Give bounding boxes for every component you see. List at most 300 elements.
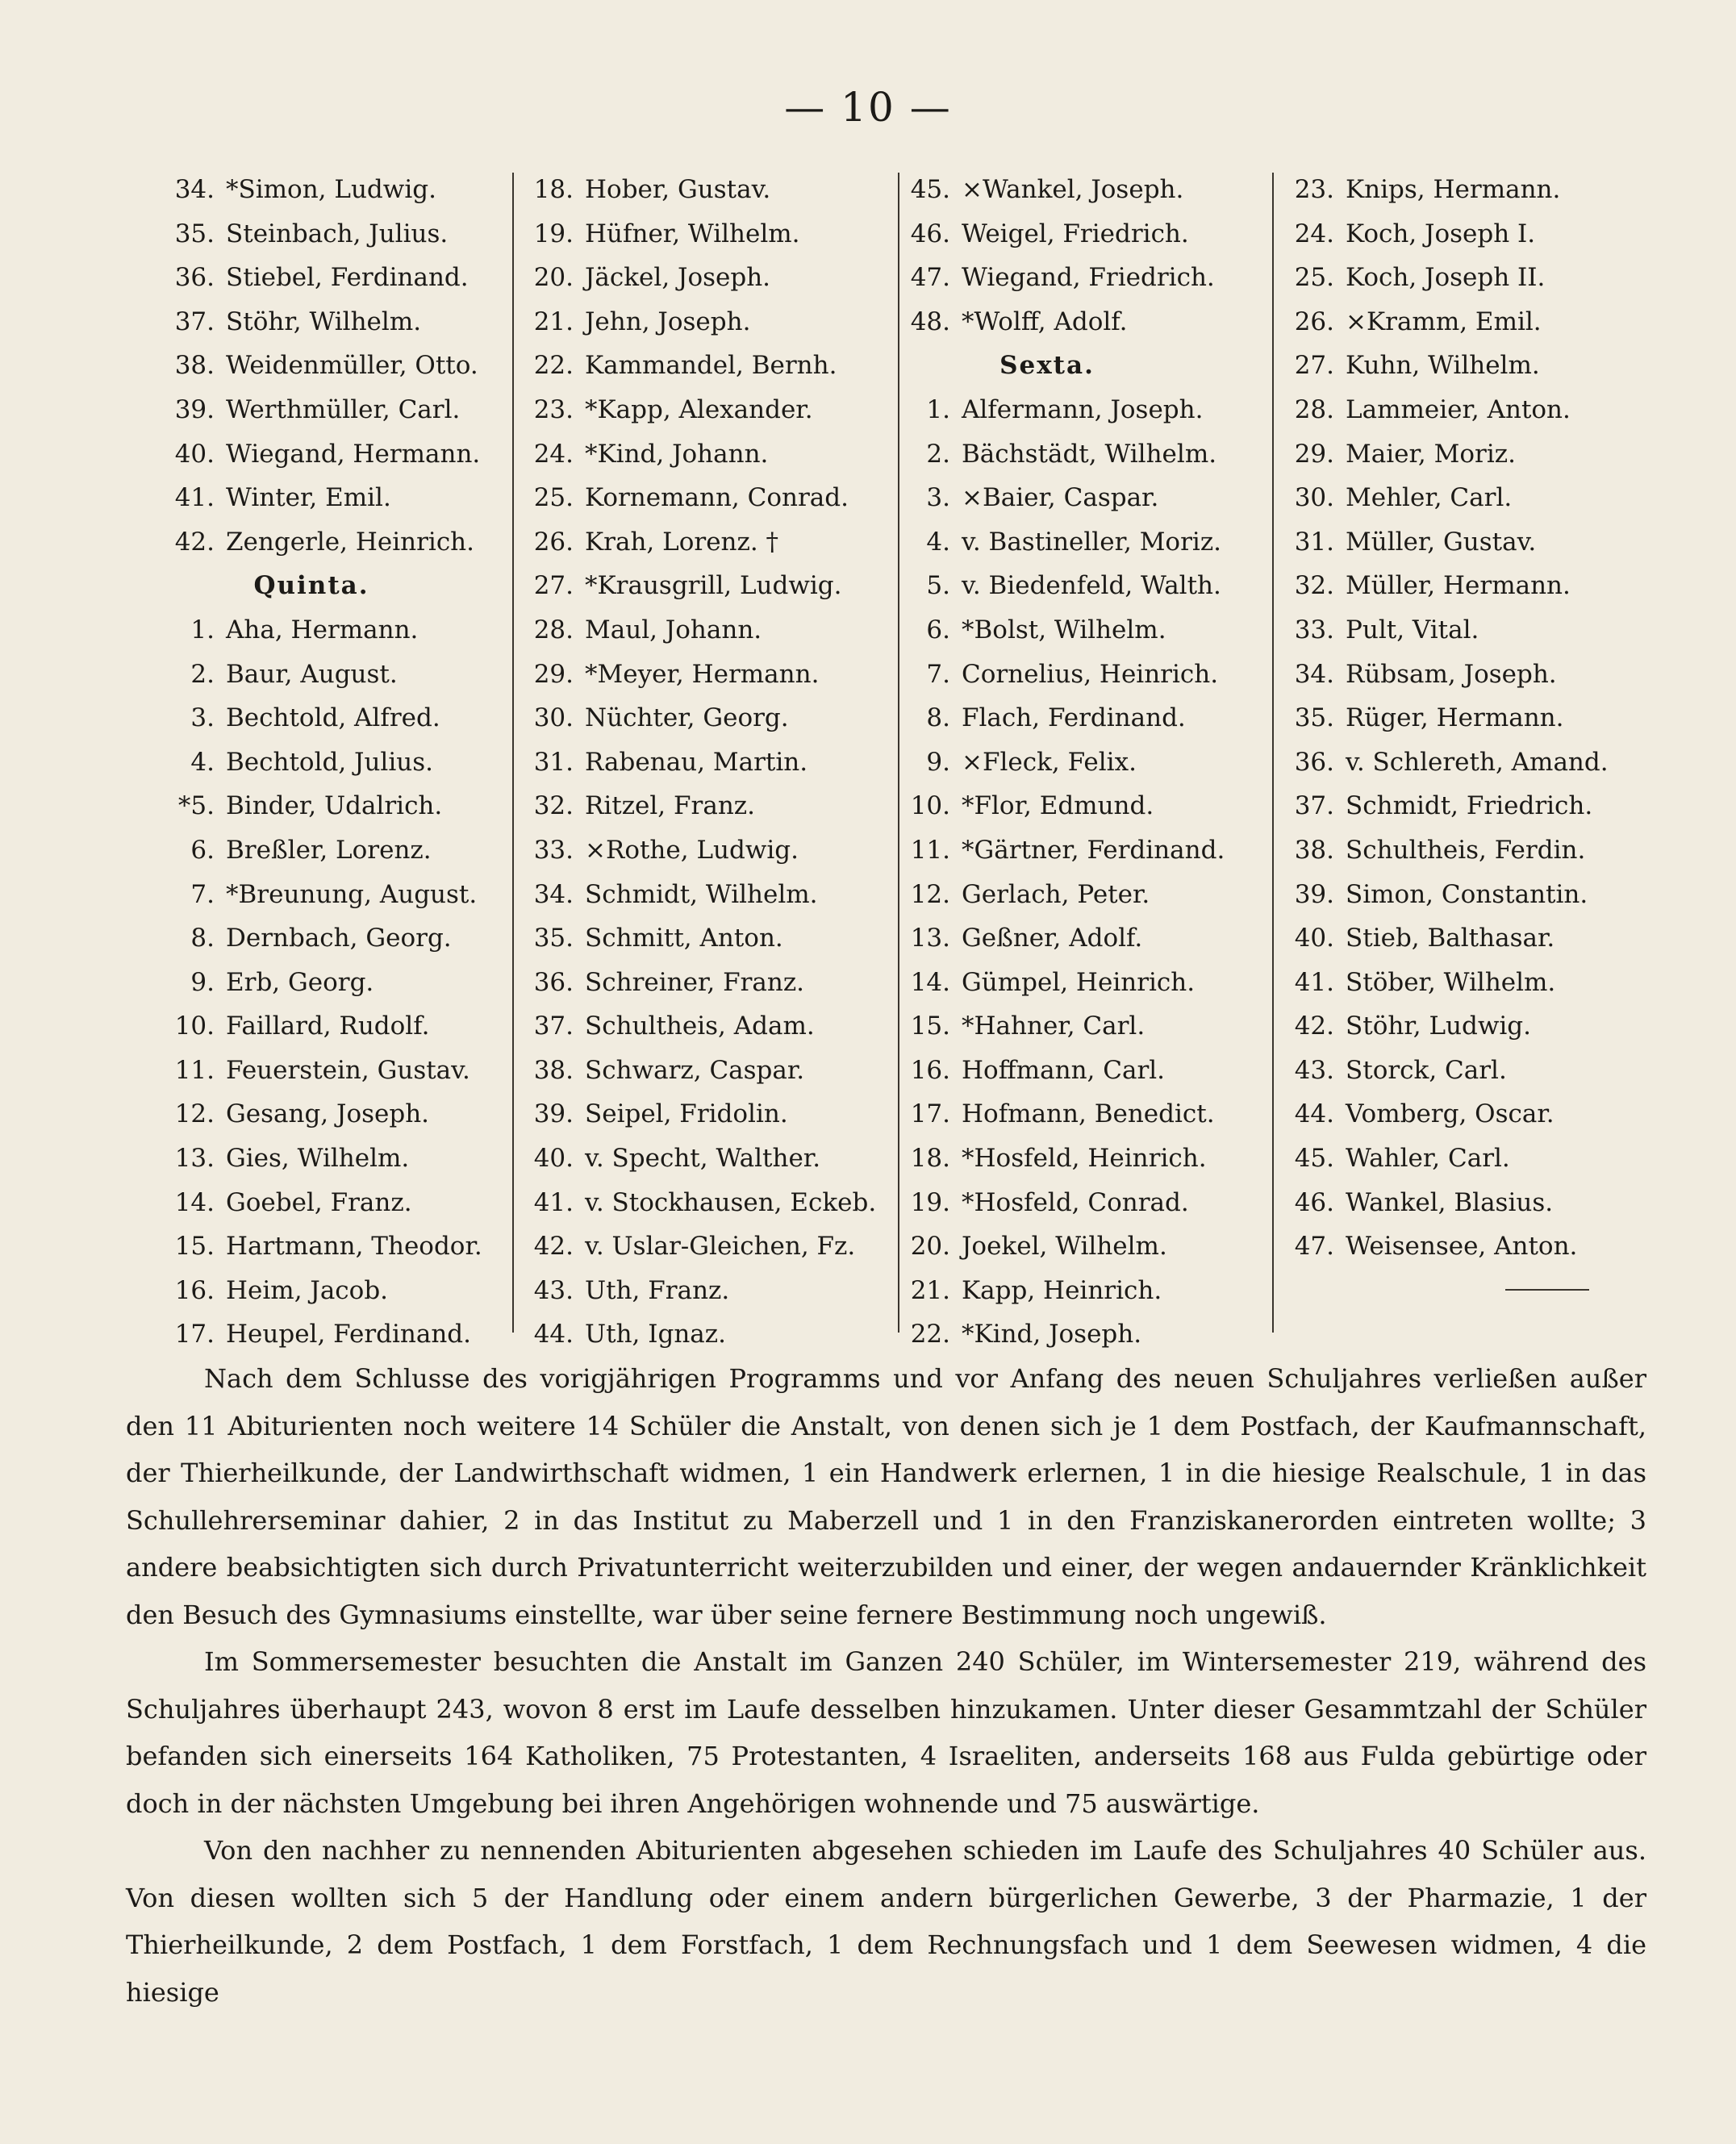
list-item-name: *Meyer, Hermann. (585, 659, 820, 689)
list-item (1278, 520, 1609, 565)
list-item (894, 300, 1249, 344)
list-item-name: Hüfner, Wilhelm. (585, 219, 800, 248)
list-item (158, 1181, 513, 1225)
list-item-number: 47. (1294, 1232, 1334, 1262)
list-item-name: *Gärtner, Ferdinand. (962, 835, 1225, 865)
list-item-name: Wahler, Carl. (1346, 1144, 1510, 1174)
list-item-number: 27. (533, 571, 574, 601)
list-item (894, 608, 1249, 653)
list-item-name: Vomberg, Oscar. (1346, 1099, 1554, 1129)
list-item-number: *5. (177, 791, 215, 821)
list-column-4 (1278, 168, 1609, 1345)
list-item (517, 1312, 872, 1357)
list-item-number: 15. (174, 1232, 215, 1262)
list-item (158, 1049, 513, 1093)
list-item (1278, 300, 1609, 344)
list-item (894, 1092, 1249, 1137)
list-item-number: 26. (1294, 307, 1334, 336)
list-item-name: *Kind, Johann. (585, 439, 769, 469)
list-item-number: 13. (910, 924, 950, 953)
paragraph: Nach dem Schlusse des vorigjährigen Programms und vor Anfang des neuen Schuljahres verließen außer den 11 Abiturienten noch weitere 14 Schüler die Anstalt, von denen sich je 1 dem Postfach, der Kaufmannschaft, der Thierheilkunde, der Landwirthschaft widmen, 1 ein Handwerk erlernen, 1 in die hiesige Realschule, 1 in das Schullehrerseminar dahier, 2 in das Institut zu Maberzell und 1 in den Franziskanerorden eintreten wollte; 3 andere beabsichtigten sich durch Privatunterricht weiterzubilden und einer, der wegen andauernder Kränklichkeit den Besuch des Gymnasiums einstellte, war über seine fernere Bestimmung noch ungewiß. (126, 1363, 1646, 1630)
list-item-number: 25. (533, 483, 574, 513)
list-item-number: 45. (1294, 1144, 1334, 1174)
list-item (517, 653, 872, 697)
list-item (158, 476, 513, 520)
list-item (158, 1269, 513, 1313)
list-item (1278, 916, 1609, 961)
list-item (517, 1137, 872, 1181)
list-item-number: 11. (174, 1055, 215, 1085)
list-item-number: 44. (1294, 1099, 1334, 1129)
list-item-number: 10. (910, 791, 950, 821)
list-item-number: 18. (533, 175, 574, 204)
list-item-name: Maul, Johann. (585, 615, 762, 644)
list-item-number: 15. (910, 1012, 950, 1041)
list-item-number: 35. (533, 924, 574, 953)
list-item-number: 44. (533, 1320, 574, 1349)
class-heading: Sexta. (999, 351, 1095, 381)
list-item-name: v. Specht, Walther. (585, 1144, 821, 1174)
list-item (894, 828, 1249, 873)
list-item-name: Baur, August. (226, 659, 398, 689)
list-item-number: 10. (174, 1012, 215, 1041)
list-item-name: Lammeier, Anton. (1346, 394, 1571, 424)
list-item-name: Schreiner, Franz. (585, 967, 805, 997)
list-item-name: ×Kramm, Emil. (1346, 307, 1542, 336)
list-item-name: Zengerle, Heinrich. (226, 527, 475, 557)
list-item (158, 1224, 513, 1269)
list-item (1278, 388, 1609, 432)
list-item-number: 3. (926, 483, 950, 513)
list-item-name: Stöhr, Wilhelm. (226, 307, 422, 336)
list-item (158, 168, 513, 212)
list-item (894, 256, 1249, 300)
list-item (1278, 1181, 1609, 1225)
list-item (1278, 476, 1609, 520)
list-item-name: Müller, Hermann. (1346, 571, 1571, 601)
list-item-name: Faillard, Rudolf. (226, 1012, 430, 1041)
list-item-name: Rübsam, Joseph. (1346, 659, 1557, 689)
list-item-number: 12. (910, 879, 950, 909)
list-item-number: 37. (533, 1012, 574, 1041)
list-item-name: Gies, Wilhelm. (226, 1144, 410, 1174)
list-item (894, 432, 1249, 477)
list-item-name: Rüger, Hermann. (1346, 703, 1564, 733)
list-item-name: Schultheis, Adam. (585, 1012, 815, 1041)
list-item-number: 6. (190, 835, 215, 865)
list-item-name: *Simon, Ludwig. (226, 175, 436, 204)
list-item-number: 38. (174, 351, 215, 381)
student-list (150, 168, 1609, 1349)
list-item-number: 14. (910, 967, 950, 997)
list-item (517, 608, 872, 653)
list-item (517, 784, 872, 828)
list-item (517, 212, 872, 257)
list-item-number: 25. (1294, 263, 1334, 293)
list-item-name: Uth, Ignaz. (585, 1320, 726, 1349)
list-item-number: 8. (190, 924, 215, 953)
list-item-name: Hofmann, Benedict. (962, 1099, 1215, 1129)
list-item (158, 873, 513, 917)
list-item-number: 24. (533, 439, 574, 469)
list-item-number: 36. (1294, 747, 1334, 777)
list-item-number: 14. (174, 1187, 215, 1217)
list-item-name: Uth, Franz. (585, 1275, 730, 1305)
list-item-name: Bächstädt, Wilhelm. (962, 439, 1217, 469)
list-item-name: Joekel, Wilhelm. (962, 1232, 1167, 1262)
list-item-name: Kapp, Heinrich. (962, 1275, 1162, 1305)
list-item (894, 564, 1249, 608)
list-item (894, 696, 1249, 740)
list-item (1278, 828, 1609, 873)
list-item-number: 8. (926, 703, 950, 733)
list-item-name: Stieb, Balthasar. (1346, 924, 1555, 953)
list-item (517, 476, 872, 520)
list-item (517, 300, 872, 344)
list-item (1278, 1137, 1609, 1181)
list-item (1278, 653, 1609, 697)
list-item-number: 2. (926, 439, 950, 469)
list-item-number: 41. (533, 1187, 574, 1217)
list-item-name: Hober, Gustav. (585, 175, 771, 204)
list-item (517, 828, 872, 873)
list-item-name: Simon, Constantin. (1346, 879, 1588, 909)
list-item-number: 36. (533, 967, 574, 997)
page-number: — 10 — (784, 84, 952, 131)
list-item (158, 1137, 513, 1181)
list-column-1 (158, 168, 513, 1349)
list-item-number: 39. (533, 1099, 574, 1129)
list-item (517, 916, 872, 961)
list-item-number: 29. (1294, 439, 1334, 469)
list-item-number: 35. (1294, 703, 1334, 733)
list-item-number: 39. (174, 394, 215, 424)
list-item (1278, 1049, 1609, 1093)
list-item-name: *Hosfeld, Conrad. (962, 1187, 1189, 1217)
list-item-name: Hartmann, Theodor. (226, 1232, 482, 1262)
list-item-name: Maier, Moriz. (1346, 439, 1516, 469)
list-item-number: 17. (174, 1320, 215, 1349)
list-item (517, 1224, 872, 1269)
list-item-name: *Hahner, Carl. (962, 1012, 1146, 1041)
list-item-name: ×Rothe, Ludwig. (585, 835, 799, 865)
list-item-number: 4. (190, 747, 215, 777)
list-item (1278, 432, 1609, 477)
list-item (894, 1312, 1249, 1357)
list-item-name: Koch, Joseph II. (1346, 263, 1546, 293)
list-item (1278, 873, 1609, 917)
list-item-number: 6. (926, 615, 950, 644)
list-item-name: Stöhr, Ludwig. (1346, 1012, 1531, 1041)
list-item (1278, 608, 1609, 653)
list-item (158, 212, 513, 257)
list-item (158, 828, 513, 873)
list-item-name: Gesang, Joseph. (226, 1099, 430, 1129)
list-item-name: Müller, Gustav. (1346, 527, 1537, 557)
list-item-name: Gümpel, Heinrich. (962, 967, 1196, 997)
list-item-number: 37. (174, 307, 215, 336)
class-heading: Quinta. (253, 571, 369, 601)
list-item-number: 31. (533, 747, 574, 777)
list-item-number: 43. (1294, 1055, 1334, 1085)
list-item (517, 1049, 872, 1093)
list-item (1278, 784, 1609, 828)
list-item-number: 17. (910, 1099, 950, 1129)
list-item (158, 344, 513, 388)
list-item (1278, 564, 1609, 608)
list-item-number: 3. (190, 703, 215, 733)
paragraph: Von den nachher zu nennenden Abiturienten abgesehen schieden im Laufe des Schuljahres 40 Schüler aus. Von diesen wollten sich 5 der Handlung oder einem andern bürgerlichen Gewerbe, 3 der Pharmazie, 1 der Thierheilkunde, 2 dem Postfach, 1 dem Forstfach, 1 dem Rechnungsfach und 1 dem Seewesen widmen, 4 die hiesige (126, 1835, 1646, 2008)
list-item-name: *Krausgrill, Ludwig. (585, 571, 842, 601)
list-item-number: 27. (1294, 351, 1334, 381)
list-item (894, 1049, 1249, 1093)
list-item (894, 388, 1249, 432)
list-item (158, 388, 513, 432)
list-item-number: 33. (1294, 615, 1334, 644)
list-item-number: 46. (1294, 1187, 1334, 1217)
list-item-name: *Breunung, August. (226, 879, 478, 909)
list-item (894, 1269, 1249, 1313)
list-item-name: Breßler, Lorenz. (226, 835, 432, 865)
list-item-number: 26. (533, 527, 574, 557)
list-item-name: Nüchter, Georg. (585, 703, 789, 733)
list-item-name: Alfermann, Joseph. (962, 394, 1204, 424)
list-item-name: Rabenau, Martin. (585, 747, 808, 777)
list-item-name: v. Schlereth, Amand. (1346, 747, 1609, 777)
list-item-name: Werthmüller, Carl. (226, 394, 461, 424)
list-item-name: ×Fleck, Felix. (962, 747, 1137, 777)
list-item-number: 47. (910, 263, 950, 293)
list-item-name: Schmitt, Anton. (585, 924, 783, 953)
list-item-name: Schultheis, Ferdin. (1346, 835, 1586, 865)
list-item-name: Erb, Georg. (226, 967, 374, 997)
list-item-number: 32. (1294, 571, 1334, 601)
list-item-name: Binder, Udalrich. (226, 791, 443, 821)
list-item-number: 42. (174, 527, 215, 557)
list-item (894, 476, 1249, 520)
list-item-number: 1. (926, 394, 950, 424)
list-item-name: Jäckel, Joseph. (585, 263, 771, 293)
list-item-name: Bechtold, Alfred. (226, 703, 440, 733)
list-item-number: 42. (533, 1232, 574, 1262)
list-item-name: Dernbach, Georg. (226, 924, 452, 953)
list-item (517, 1181, 877, 1225)
list-item-number: 36. (174, 263, 215, 293)
list-item-name: Seipel, Fridolin. (585, 1099, 788, 1129)
list-item-number: 20. (910, 1232, 950, 1262)
list-item (894, 916, 1249, 961)
list-item-number: 40. (174, 439, 215, 469)
list-item-name: *Wolff, Adolf. (962, 307, 1128, 336)
list-item (517, 432, 872, 477)
list-item-name: Stiebel, Ferdinand. (226, 263, 469, 293)
list-item-name: Hoffmann, Carl. (962, 1055, 1166, 1085)
list-item (894, 784, 1249, 828)
list-item-name: *Kapp, Alexander. (585, 394, 813, 424)
list-item-number: 48. (910, 307, 950, 336)
list-item-name: v. Biedenfeld, Walth. (962, 571, 1221, 601)
list-item (894, 168, 1249, 212)
list-item-name: Wiegand, Hermann. (226, 439, 481, 469)
paragraph: Im Sommersemester besuchten die Anstalt im Ganzen 240 Schüler, im Wintersemester 219, während des Schuljahres überhaupt 243, wovon 8 erst im Laufe desselben hinzukamen. Unter dieser Gesammtzahl der Schüler befanden sich einerseits 164 Katholiken, 75 Protestanten, 4 Israeliten, anderseits 168 aus Fulda gebürtige oder doch in der nächsten Umgebung bei ihren Angehörigen wohnende und 75 auswärtige. (126, 1646, 1646, 1819)
list-item-number: 35. (174, 219, 215, 248)
list-item (894, 1137, 1249, 1181)
list-item (517, 1269, 872, 1313)
list-item (1278, 961, 1609, 1005)
list-item-number: 12. (174, 1099, 215, 1129)
list-item-name: Cornelius, Heinrich. (962, 659, 1219, 689)
list-item (158, 696, 513, 740)
list-item (1278, 256, 1609, 300)
list-item-number: 4. (926, 527, 950, 557)
list-item-name: Kammandel, Bernh. (585, 351, 837, 381)
list-item (894, 1181, 1249, 1225)
list-item (1278, 344, 1609, 388)
list-item (158, 784, 513, 828)
list-item (158, 961, 513, 1005)
list-item-number: 34. (533, 879, 574, 909)
list-item-number: 30. (1294, 483, 1334, 513)
list-item (894, 1224, 1249, 1269)
list-item-number: 28. (533, 615, 574, 644)
list-item (158, 1092, 513, 1137)
list-item-name: Flach, Ferdinand. (962, 703, 1186, 733)
list-item-number: 9. (926, 747, 950, 777)
list-item-number: 43. (533, 1275, 574, 1305)
body-text (126, 1355, 1646, 2016)
list-item-number: 39. (1294, 879, 1334, 909)
list-item (894, 653, 1249, 697)
list-item-name: v. Bastineller, Moriz. (962, 527, 1222, 557)
list-item-name: Koch, Joseph I. (1346, 219, 1536, 248)
list-item-name: Krah, Lorenz. † (585, 527, 779, 557)
list-item-number: 5. (926, 571, 950, 601)
list-item-name: ×Wankel, Joseph. (962, 175, 1184, 204)
list-item (517, 344, 872, 388)
list-item (894, 1004, 1249, 1049)
list-item (517, 256, 872, 300)
list-item-number: 42. (1294, 1012, 1334, 1041)
list-item-name: Weigel, Friedrich. (962, 219, 1189, 248)
list-item-number: 46. (910, 219, 950, 248)
list-item-name: Storck, Carl. (1346, 1055, 1507, 1085)
list-item-name: Stöber, Wilhelm. (1346, 967, 1556, 997)
list-item-name: Weidenmüller, Otto. (226, 351, 478, 381)
list-item-number: 34. (174, 175, 215, 204)
list-item (894, 873, 1249, 917)
list-item-name: Weisensee, Anton. (1346, 1232, 1578, 1262)
list-item-name: Pult, Vital. (1346, 615, 1479, 644)
list-item (158, 1004, 513, 1049)
list-item-number: 22. (533, 351, 574, 381)
list-item (894, 740, 1249, 785)
list-item-number: 34. (1294, 659, 1334, 689)
list-item (1278, 1004, 1609, 1049)
list-item-name: Mehler, Carl. (1346, 483, 1513, 513)
column-divider (1272, 173, 1274, 1333)
list-item (158, 916, 513, 961)
list-item-name: Geßner, Adolf. (962, 924, 1143, 953)
list-item (1278, 696, 1609, 740)
list-item-number: 40. (1294, 924, 1334, 953)
list-item (517, 696, 872, 740)
list-item-name: Goebel, Franz. (226, 1187, 412, 1217)
list-item (1278, 740, 1609, 785)
list-item (894, 961, 1249, 1005)
list-item-name: Gerlach, Peter. (962, 879, 1150, 909)
list-item-name: Aha, Hermann. (226, 615, 419, 644)
list-item (894, 520, 1249, 565)
list-item-name: Wiegand, Friedrich. (962, 263, 1215, 293)
list-column-3 (894, 168, 1249, 1349)
list-item-number: 21. (533, 307, 574, 336)
list-item-number: 1. (190, 615, 215, 644)
list-item-number: 38. (1294, 835, 1334, 865)
list-item (1278, 168, 1609, 212)
list-item-number: 32. (533, 791, 574, 821)
list-item-number: 23. (533, 394, 574, 424)
list-item (158, 520, 513, 565)
list-item-number: 2. (190, 659, 215, 689)
list-item (517, 961, 872, 1005)
list-item-number: 30. (533, 703, 574, 733)
list-item-name: ×Baier, Caspar. (962, 483, 1159, 513)
list-item (158, 300, 513, 344)
list-item (894, 212, 1249, 257)
list-item (158, 740, 513, 785)
list-item (517, 873, 872, 917)
list-item (1278, 1224, 1609, 1269)
list-item-name: Heupel, Ferdinand. (226, 1320, 472, 1349)
list-item-name: Ritzel, Franz. (585, 791, 755, 821)
end-of-list-rule (1505, 1289, 1589, 1291)
list-item-number: 22. (910, 1320, 950, 1349)
list-item (158, 432, 513, 477)
list-item-name: Knips, Hermann. (1346, 175, 1561, 204)
list-column-2 (517, 168, 877, 1349)
list-item-name: Wankel, Blasius. (1346, 1187, 1554, 1217)
list-item-name: Feuerstein, Gustav. (226, 1055, 470, 1085)
list-item (158, 1312, 513, 1357)
list-item (1278, 1092, 1609, 1137)
list-item-number: 16. (174, 1275, 215, 1305)
list-item-number: 38. (533, 1055, 574, 1085)
list-item (158, 653, 513, 697)
list-item-number: 45. (910, 175, 950, 204)
list-item-number: 18. (910, 1144, 950, 1174)
list-item-number: 16. (910, 1055, 950, 1085)
list-item (517, 564, 872, 608)
list-item-number: 31. (1294, 527, 1334, 557)
list-item-name: Schmidt, Friedrich. (1346, 791, 1593, 821)
list-item-name: Steinbach, Julius. (226, 219, 449, 248)
list-item (517, 520, 872, 565)
list-item-name: *Bolst, Wilhelm. (962, 615, 1166, 644)
list-item (1278, 212, 1609, 257)
list-item-number: 20. (533, 263, 574, 293)
list-item-number: 37. (1294, 791, 1334, 821)
list-item (517, 1092, 872, 1137)
list-item-name: Schwarz, Caspar. (585, 1055, 805, 1085)
list-item-name: v. Stockhausen, Eckeb. (585, 1187, 877, 1217)
list-item-name: Jehn, Joseph. (585, 307, 751, 336)
list-item-name: Kuhn, Wilhelm. (1346, 351, 1540, 381)
list-item-name: Schmidt, Wilhelm. (585, 879, 818, 909)
list-item-name: Winter, Emil. (226, 483, 391, 513)
list-item-number: 13. (174, 1144, 215, 1174)
list-item-name: Kornemann, Conrad. (585, 483, 849, 513)
list-item-number: 24. (1294, 219, 1334, 248)
